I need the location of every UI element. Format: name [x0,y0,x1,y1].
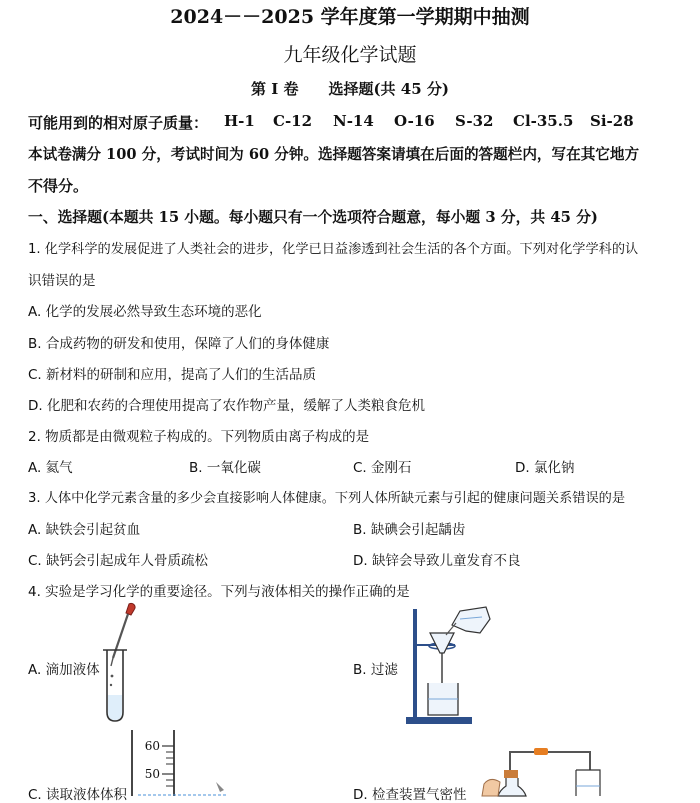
q2-option-b[interactable]: B. 一氧化碳 [189,460,261,476]
atomic-mass-s: S-32 [455,112,494,130]
q2-option-a[interactable]: A. 氦气 [28,460,73,476]
q1-option-c[interactable]: C. 新材料的研制和应用，提高了人们的生活品质 [28,367,317,383]
q4-option-b[interactable]: B. 过滤 [353,662,398,678]
q4-option-d[interactable]: D. 检查装置气密性 [353,787,467,803]
atomic-mass-label: 可能用到的相对原子质量： [28,114,209,132]
q2-option-d[interactable]: D. 氯化钠 [515,460,575,476]
part1-heading: 一、选择题(本题共 15 小题。每小题只有一个选项符合题意，每小题 3 分，共 45 分) [28,209,598,226]
q3-stem: 3. 人体中化学元素含量的多少会直接影响人体健康。下列人体所缺元素与引起的健康问题关系错误的是 [28,491,626,506]
q1-stem-line-1: 1. 化学科学的发展促进了人类社会的进步，化学已日益渗透到社会生活的各个方面。下列对化学学科的认 [28,242,639,257]
filtration-figure [400,605,500,727]
q4-option-a[interactable]: A. 滴加液体 [28,662,100,678]
atomic-mass-cl: Cl-35.5 [513,112,574,130]
q3-option-c[interactable]: C. 缺钙会引起成年人骨质疏松 [28,553,209,569]
q4-option-c[interactable]: C. 读取液体体积 [28,787,128,803]
atomic-mass-c: C-12 [273,112,313,130]
cylinder-tick-60: 60 [144,739,160,753]
q2-option-c[interactable]: C. 金刚石 [353,460,412,476]
exam-title: 2024－－2025 学年度第一学期期中抽测 [170,6,530,28]
exam-subtitle: 九年级化学试题 [283,44,417,66]
q3-option-a[interactable]: A. 缺铁会引起贫血 [28,522,141,538]
cylinder-tick-50: 50 [144,767,160,781]
notice-line-2: 不得分。 [28,177,89,195]
q1-option-a[interactable]: A. 化学的发展必然导致生态环境的恶化 [28,304,262,320]
q1-option-d[interactable]: D. 化肥和农药的合理使用提高了农作物产量，缓解了人类粮食危机 [28,398,425,414]
q4-stem: 4. 实验是学习化学的重要途径。下列与液体相关的操作正确的是 [28,584,410,600]
q1-stem-line-2: 识错误的是 [28,273,96,289]
dropper-test-tube-figure [95,600,145,725]
q1-option-b[interactable]: B. 合成药物的研发和使用，保障了人们的身体健康 [28,336,330,352]
atomic-mass-n: N-14 [333,112,374,130]
q3-option-b[interactable]: B. 缺碘会引起龋齿 [353,522,466,538]
graduated-cylinder-figure [128,730,238,796]
notice-line-1: 本试卷满分 100 分，考试时间为 60 分钟。选择题答案请填在后面的答题栏内，写在其它地方 [28,146,640,163]
section-title: 第 I 卷 选择题(共 45 分) [251,80,449,98]
q2-stem: 2. 物质都是由微观粒子构成的。下列物质由离子构成的是 [28,429,370,445]
atomic-mass-o: O-16 [394,112,435,130]
q3-option-d[interactable]: D. 缺锌会导致儿童发育不良 [353,553,521,569]
airtightness-check-figure [480,740,600,796]
atomic-mass-si: Si-28 [590,112,634,130]
atomic-mass-h: H-1 [224,112,255,130]
